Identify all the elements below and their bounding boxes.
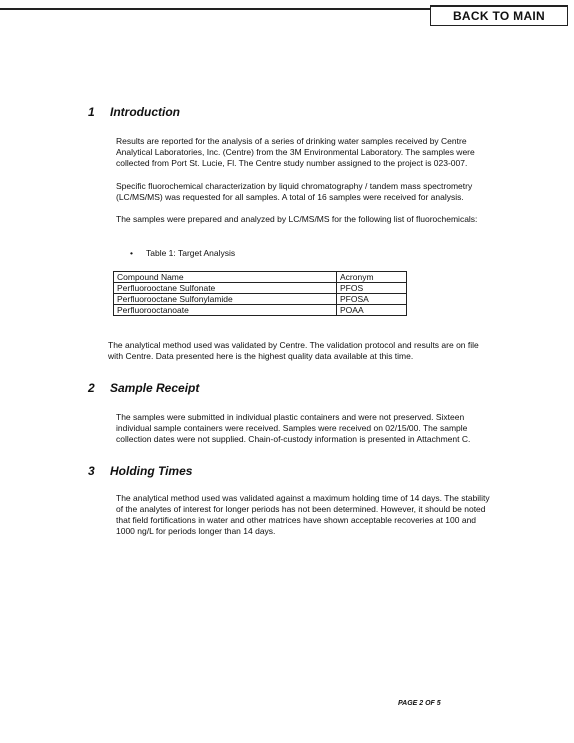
section-3-number: 3 [88,464,95,478]
target-analysis-table [113,271,407,316]
section-2-heading [88,381,199,395]
table-cell-compound: Perfluorooctane Sulfonylamide [114,294,337,305]
section-2-title: Sample Receipt [110,381,200,395]
section-1-number: 1 [88,105,95,119]
intro-paragraph-1: Results are reported for the analysis of a series of drinking water samples received by Centre Analytical Laboratories, Inc. (Centre) from the 3M Environmental Laboratory. The samples were collected from Port St. Lucie, Fl. The Centre study number assigned to the project is 023-007. [116,136,475,168]
table-header-acronym: Acronym [337,272,407,283]
intro-paragraph-2: Specific fluorochemical characterization by liquid chromatography / tandem mass spectrometry (LC/MS/MS) was requested for all samples. A total of 16 samples were received for analysis. [116,181,473,202]
table-cell-acronym: PFOSA [337,294,407,305]
section-3-title: Holding Times [110,464,193,478]
section-3-heading [88,464,192,478]
validation-paragraph: The analytical method used was validated by Centre. The validation protocol and results are on file with Centre. Data presented here is the highest quality data available at this time. [108,340,479,361]
sample-receipt-paragraph: The samples were submitted in individual plastic containers and were not preserved. Sixteen individual sample containers were received. Samples were received on 02/15/00. The sample collection dates were not supplied. Chain-of-custody information is presented in Attachment C. [116,412,471,444]
back-to-main-button[interactable]: BACK TO MAIN [430,5,568,26]
table-header-row [114,272,407,283]
bullet-dot: • [130,248,133,258]
table-cell-acronym: POAA [337,305,407,316]
table-row [114,305,407,316]
table-header-compound: Compound Name [114,272,337,283]
section-2-number: 2 [88,381,95,395]
intro-paragraph-3: The samples were prepared and analyzed by LC/MS/MS for the following list of fluorochemicals: [116,214,478,224]
table-row [114,283,407,294]
section-1-title: Introduction [110,105,180,119]
table-row [114,294,407,305]
table-caption-bullet [130,248,235,258]
table-cell-compound: Perfluorooctanoate [114,305,337,316]
page-number: PAGE 2 OF 5 [398,700,441,707]
table-cell-compound: Perfluorooctane Sulfonate [114,283,337,294]
table-cell-acronym: PFOS [337,283,407,294]
table-caption: Table 1: Target Analysis [146,248,236,258]
section-1-heading [88,105,180,119]
holding-times-paragraph: The analytical method used was validated against a maximum holding time of 14 days. The stability of the analytes of interest for longer periods has not been determined. However, it should be noted that field fortifications in water and other matrices have shown acceptable recoveries at 100 and 1000 ng/L for periods longer than 14 days. [116,493,490,536]
